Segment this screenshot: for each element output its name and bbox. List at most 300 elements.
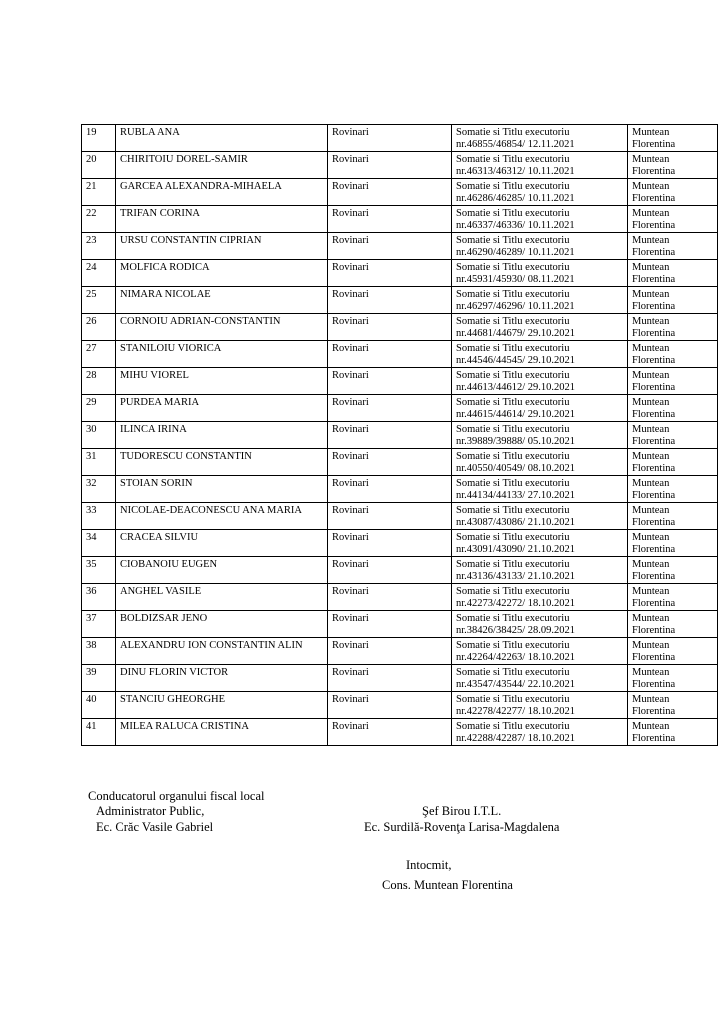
debtor-name: DINU FLORIN VICTOR (120, 667, 229, 678)
locality: Rovinari (332, 559, 369, 570)
debtor-name: CRACEA SILVIU (120, 532, 199, 543)
responsible-cell (628, 611, 718, 638)
row-number: 29 (86, 397, 97, 408)
document-cell (452, 530, 628, 557)
document-number: nr.42288/42287/ 18.10.2021 (456, 733, 576, 744)
responsible-given-name: Florentina (632, 436, 676, 447)
document-type: Somatie si Titlu executoriu (456, 262, 570, 273)
table-row (82, 206, 718, 233)
locality-cell (328, 152, 452, 179)
locality: Rovinari (332, 694, 369, 705)
document-cell (452, 476, 628, 503)
responsible-cell (628, 638, 718, 665)
debtor-name-cell (116, 692, 328, 719)
locality-cell (328, 665, 452, 692)
document-number: nr.45931/45930/ 08.11.2021 (456, 274, 575, 285)
debtor-name: MILEA RALUCA CRISTINA (120, 721, 249, 732)
row-number: 37 (86, 613, 97, 624)
responsible-cell (628, 719, 718, 746)
document-cell (452, 692, 628, 719)
debtor-name: PURDEA MARIA (120, 397, 200, 408)
debtor-name-cell (116, 449, 328, 476)
responsible-surname: Muntean (632, 640, 670, 651)
responsible-cell (628, 233, 718, 260)
table-row (82, 341, 718, 368)
locality-cell (328, 611, 452, 638)
document-cell (452, 638, 628, 665)
table-row (82, 557, 718, 584)
debtor-name: STANILOIU VIORICA (120, 343, 222, 354)
document-type: Somatie si Titlu executoriu (456, 208, 570, 219)
responsible-given-name: Florentina (632, 490, 676, 501)
prepared-by-label: Intocmit, (406, 858, 452, 872)
row-number: 40 (86, 694, 97, 705)
document-number: nr.43091/43090/ 21.10.2021 (456, 544, 576, 555)
responsible-cell (628, 530, 718, 557)
row-number-cell (82, 341, 116, 368)
document-type: Somatie si Titlu executoriu (456, 613, 570, 624)
document-cell (452, 611, 628, 638)
debtor-name: MOLFICA RODICA (120, 262, 210, 273)
document-type: Somatie si Titlu executoriu (456, 181, 570, 192)
row-number-cell (82, 503, 116, 530)
responsible-surname: Muntean (632, 343, 670, 354)
locality-cell (328, 179, 452, 206)
locality-cell (328, 449, 452, 476)
row-number-cell (82, 449, 116, 476)
row-number-cell (82, 719, 116, 746)
responsible-given-name: Florentina (632, 598, 676, 609)
locality: Rovinari (332, 208, 369, 219)
responsible-surname: Muntean (632, 532, 670, 543)
responsible-given-name: Florentina (632, 463, 676, 474)
row-number-cell (82, 395, 116, 422)
debtor-name: ALEXANDRU ION CONSTANTIN ALIN (120, 640, 303, 651)
responsible-surname: Muntean (632, 505, 670, 516)
fiscal-authority-title: Conducatorul organului fiscal local (88, 789, 265, 803)
locality: Rovinari (332, 613, 369, 624)
document-type: Somatie si Titlu executoriu (456, 532, 570, 543)
document-type: Somatie si Titlu executoriu (456, 667, 570, 678)
row-number: 35 (86, 559, 97, 570)
debtor-name: ILINCA IRINA (120, 424, 187, 435)
row-number-cell (82, 638, 116, 665)
responsible-cell (628, 395, 718, 422)
document-type: Somatie si Titlu executoriu (456, 154, 570, 165)
debtor-name: GARCEA ALEXANDRA-MIHAELA (120, 181, 282, 192)
document-type: Somatie si Titlu executoriu (456, 316, 570, 327)
row-number: 22 (86, 208, 97, 219)
debtor-name: CHIRITOIU DOREL-SAMIR (120, 154, 248, 165)
locality-cell (328, 206, 452, 233)
table-row (82, 638, 718, 665)
debtor-name-cell (116, 206, 328, 233)
locality: Rovinari (332, 586, 369, 597)
responsible-cell (628, 206, 718, 233)
debtor-name: NICOLAE-DEACONESCU ANA MARIA (120, 505, 303, 516)
document-cell (452, 422, 628, 449)
debtor-name-cell (116, 476, 328, 503)
debtor-name: BOLDIZSAR JENO (120, 613, 208, 624)
debtor-name-cell (116, 233, 328, 260)
table-row (82, 314, 718, 341)
document-number: nr.43136/43133/ 21.10.2021 (456, 571, 576, 582)
responsible-surname: Muntean (632, 478, 670, 489)
row-number: 30 (86, 424, 97, 435)
responsible-cell (628, 692, 718, 719)
debtor-name-cell (116, 368, 328, 395)
debtor-name-cell (116, 530, 328, 557)
document-type: Somatie si Titlu executoriu (456, 343, 570, 354)
document-cell (452, 260, 628, 287)
debtor-name-cell (116, 719, 328, 746)
locality: Rovinari (332, 262, 369, 273)
records-table (81, 124, 718, 746)
row-number-cell (82, 476, 116, 503)
document-cell (452, 341, 628, 368)
responsible-given-name: Florentina (632, 166, 676, 177)
responsible-given-name: Florentina (632, 193, 676, 204)
responsible-given-name: Florentina (632, 571, 676, 582)
document-cell (452, 206, 628, 233)
debtor-name-cell (116, 638, 328, 665)
document-number: nr.43547/43544/ 22.10.2021 (456, 679, 576, 690)
responsible-surname: Muntean (632, 721, 670, 732)
document-type: Somatie si Titlu executoriu (456, 721, 570, 732)
row-number-cell (82, 584, 116, 611)
responsible-cell (628, 476, 718, 503)
row-number-cell (82, 179, 116, 206)
table-row (82, 692, 718, 719)
responsible-surname: Muntean (632, 370, 670, 381)
document-number: nr.46855/46854/ 12.11.2021 (456, 139, 575, 150)
locality-cell (328, 260, 452, 287)
document-cell (452, 557, 628, 584)
locality-cell (328, 125, 452, 152)
responsible-cell (628, 665, 718, 692)
document-type: Somatie si Titlu executoriu (456, 505, 570, 516)
responsible-given-name: Florentina (632, 382, 676, 393)
debtor-name: CIOBANOIU EUGEN (120, 559, 218, 570)
row-number-cell (82, 314, 116, 341)
document-cell (452, 395, 628, 422)
row-number-cell (82, 611, 116, 638)
debtor-name-cell (116, 395, 328, 422)
locality: Rovinari (332, 154, 369, 165)
responsible-cell (628, 422, 718, 449)
debtor-name-cell (116, 557, 328, 584)
responsible-surname: Muntean (632, 289, 670, 300)
document-number: nr.46337/46336/ 10.11.2021 (456, 220, 575, 231)
itl-head-name: Ec. Surdilă-Rovenţa Larisa-Magdalena (364, 820, 560, 834)
row-number-cell (82, 368, 116, 395)
document-type: Somatie si Titlu executoriu (456, 127, 570, 138)
table-row (82, 287, 718, 314)
document-number: nr.38426/38425/ 28.09.2021 (456, 625, 576, 636)
document-number: nr.42273/42272/ 18.10.2021 (456, 598, 576, 609)
locality-cell (328, 503, 452, 530)
responsible-given-name: Florentina (632, 679, 676, 690)
row-number: 26 (86, 316, 97, 327)
row-number-cell (82, 665, 116, 692)
row-number: 31 (86, 451, 97, 462)
locality-cell (328, 557, 452, 584)
locality: Rovinari (332, 451, 369, 462)
prepared-by-name: Cons. Muntean Florentina (382, 878, 513, 892)
row-number: 34 (86, 532, 97, 543)
debtor-name-cell (116, 422, 328, 449)
table-row (82, 449, 718, 476)
row-number: 41 (86, 721, 97, 732)
debtor-name: NIMARA NICOLAE (120, 289, 211, 300)
document-type: Somatie si Titlu executoriu (456, 586, 570, 597)
row-number: 20 (86, 154, 97, 165)
table-row (82, 260, 718, 287)
debtor-name: TUDORESCU CONSTANTIN (120, 451, 252, 462)
debtor-name-cell (116, 287, 328, 314)
debtor-name-cell (116, 179, 328, 206)
responsible-surname: Muntean (632, 559, 670, 570)
itl-head-role: Şef Birou I.T.L. (422, 804, 502, 818)
debtor-name: STANCIU GHEORGHE (120, 694, 226, 705)
document-type: Somatie si Titlu executoriu (456, 451, 570, 462)
responsible-cell (628, 152, 718, 179)
locality: Rovinari (332, 343, 369, 354)
table-row (82, 530, 718, 557)
responsible-surname: Muntean (632, 613, 670, 624)
row-number: 24 (86, 262, 97, 273)
document-number: nr.46290/46289/ 10.11.2021 (456, 247, 575, 258)
debtor-name-cell (116, 584, 328, 611)
responsible-given-name: Florentina (632, 220, 676, 231)
document-type: Somatie si Titlu executoriu (456, 694, 570, 705)
responsible-surname: Muntean (632, 208, 670, 219)
document-cell (452, 152, 628, 179)
responsible-given-name: Florentina (632, 544, 676, 555)
document-cell (452, 179, 628, 206)
locality-cell (328, 584, 452, 611)
row-number: 28 (86, 370, 97, 381)
locality: Rovinari (332, 316, 369, 327)
responsible-cell (628, 341, 718, 368)
document-number: nr.44134/44133/ 27.10.2021 (456, 490, 576, 501)
row-number: 33 (86, 505, 97, 516)
locality: Rovinari (332, 235, 369, 246)
debtor-name: TRIFAN CORINA (120, 208, 201, 219)
document-number: nr.42264/42263/ 18.10.2021 (456, 652, 576, 663)
responsible-cell (628, 557, 718, 584)
row-number-cell (82, 287, 116, 314)
document-number: nr.44546/44545/ 29.10.2021 (456, 355, 576, 366)
row-number-cell (82, 530, 116, 557)
locality: Rovinari (332, 505, 369, 516)
table-row (82, 422, 718, 449)
row-number-cell (82, 206, 116, 233)
document-cell (452, 368, 628, 395)
responsible-cell (628, 287, 718, 314)
document-type: Somatie si Titlu executoriu (456, 478, 570, 489)
document-number: nr.44615/44614/ 29.10.2021 (456, 409, 576, 420)
document-cell (452, 314, 628, 341)
document-number: nr.46297/46296/ 10.11.2021 (456, 301, 575, 312)
table-row (82, 584, 718, 611)
responsible-given-name: Florentina (632, 652, 676, 663)
responsible-cell (628, 125, 718, 152)
responsible-given-name: Florentina (632, 355, 676, 366)
debtor-name-cell (116, 152, 328, 179)
responsible-cell (628, 503, 718, 530)
locality: Rovinari (332, 127, 369, 138)
document-type: Somatie si Titlu executoriu (456, 640, 570, 651)
locality-cell (328, 476, 452, 503)
debtor-name-cell (116, 125, 328, 152)
responsible-cell (628, 179, 718, 206)
document-type: Somatie si Titlu executoriu (456, 424, 570, 435)
debtor-name-cell (116, 314, 328, 341)
locality: Rovinari (332, 424, 369, 435)
responsible-given-name: Florentina (632, 328, 676, 339)
responsible-given-name: Florentina (632, 274, 676, 285)
locality-cell (328, 233, 452, 260)
document-cell (452, 125, 628, 152)
locality: Rovinari (332, 721, 369, 732)
responsible-surname: Muntean (632, 181, 670, 192)
debtor-name-cell (116, 665, 328, 692)
row-number-cell (82, 422, 116, 449)
locality-cell (328, 692, 452, 719)
locality: Rovinari (332, 640, 369, 651)
locality-cell (328, 530, 452, 557)
responsible-surname: Muntean (632, 586, 670, 597)
table-row (82, 395, 718, 422)
debtor-name-cell (116, 341, 328, 368)
locality-cell (328, 422, 452, 449)
responsible-surname: Muntean (632, 316, 670, 327)
debtor-name: CORNOIU ADRIAN-CONSTANTIN (120, 316, 281, 327)
document-number: nr.42278/42277/ 18.10.2021 (456, 706, 576, 717)
responsible-given-name: Florentina (632, 733, 676, 744)
document-cell (452, 449, 628, 476)
table-row (82, 476, 718, 503)
table-row (82, 719, 718, 746)
row-number-cell (82, 233, 116, 260)
responsible-given-name: Florentina (632, 517, 676, 528)
responsible-surname: Muntean (632, 262, 670, 273)
locality: Rovinari (332, 397, 369, 408)
document-type: Somatie si Titlu executoriu (456, 289, 570, 300)
responsible-surname: Muntean (632, 127, 670, 138)
table-row (82, 233, 718, 260)
row-number-cell (82, 557, 116, 584)
debtor-name-cell (116, 260, 328, 287)
administrator-role: Administrator Public, (96, 804, 205, 818)
responsible-cell (628, 584, 718, 611)
responsible-given-name: Florentina (632, 409, 676, 420)
debtor-name: URSU CONSTANTIN CIPRIAN (120, 235, 262, 246)
document-cell (452, 233, 628, 260)
document-number: nr.44681/44679/ 29.10.2021 (456, 328, 576, 339)
records-table-body (82, 125, 718, 746)
row-number-cell (82, 692, 116, 719)
locality-cell (328, 638, 452, 665)
document-type: Somatie si Titlu executoriu (456, 397, 570, 408)
debtor-name-cell (116, 503, 328, 530)
document-number: nr.43087/43086/ 21.10.2021 (456, 517, 576, 528)
responsible-surname: Muntean (632, 694, 670, 705)
debtor-name: STOIAN SORIN (120, 478, 193, 489)
table-row (82, 152, 718, 179)
table-row (82, 368, 718, 395)
row-number: 23 (86, 235, 97, 246)
table-row (82, 125, 718, 152)
responsible-given-name: Florentina (632, 301, 676, 312)
document-cell (452, 584, 628, 611)
document-type: Somatie si Titlu executoriu (456, 559, 570, 570)
row-number-cell (82, 152, 116, 179)
locality: Rovinari (332, 667, 369, 678)
document-number: nr.40550/40549/ 08.10.2021 (456, 463, 576, 474)
row-number: 19 (86, 127, 97, 138)
row-number: 25 (86, 289, 97, 300)
locality: Rovinari (332, 181, 369, 192)
table-row (82, 665, 718, 692)
row-number: 21 (86, 181, 97, 192)
document-cell (452, 719, 628, 746)
document-cell (452, 503, 628, 530)
document-number: nr.46313/46312/ 10.11.2021 (456, 166, 575, 177)
document-number: nr.44613/44612/ 29.10.2021 (456, 382, 576, 393)
responsible-given-name: Florentina (632, 625, 676, 636)
table-row (82, 611, 718, 638)
row-number: 38 (86, 640, 97, 651)
locality-cell (328, 395, 452, 422)
administrator-name: Ec. Crăc Vasile Gabriel (96, 820, 214, 834)
row-number: 32 (86, 478, 97, 489)
debtor-name: ANGHEL VASILE (120, 586, 202, 597)
table-row (82, 179, 718, 206)
document-type: Somatie si Titlu executoriu (456, 370, 570, 381)
locality-cell (328, 314, 452, 341)
document-cell (452, 665, 628, 692)
row-number: 36 (86, 586, 97, 597)
locality: Rovinari (332, 370, 369, 381)
row-number-cell (82, 125, 116, 152)
responsible-surname: Muntean (632, 154, 670, 165)
document-cell (452, 287, 628, 314)
debtor-name: MIHU VIOREL (120, 370, 189, 381)
responsible-cell (628, 449, 718, 476)
document-number: nr.39889/39888/ 05.10.2021 (456, 436, 576, 447)
responsible-surname: Muntean (632, 397, 670, 408)
locality-cell (328, 287, 452, 314)
document-number: nr.46286/46285/ 10.11.2021 (456, 193, 575, 204)
responsible-given-name: Florentina (632, 139, 676, 150)
locality-cell (328, 719, 452, 746)
row-number: 27 (86, 343, 97, 354)
responsible-surname: Muntean (632, 451, 670, 462)
row-number-cell (82, 260, 116, 287)
locality: Rovinari (332, 532, 369, 543)
row-number: 39 (86, 667, 97, 678)
responsible-given-name: Florentina (632, 247, 676, 258)
debtor-name-cell (116, 611, 328, 638)
locality: Rovinari (332, 478, 369, 489)
debtor-name: RUBLA ANA (120, 127, 180, 138)
responsible-cell (628, 314, 718, 341)
locality: Rovinari (332, 289, 369, 300)
responsible-cell (628, 260, 718, 287)
responsible-surname: Muntean (632, 667, 670, 678)
